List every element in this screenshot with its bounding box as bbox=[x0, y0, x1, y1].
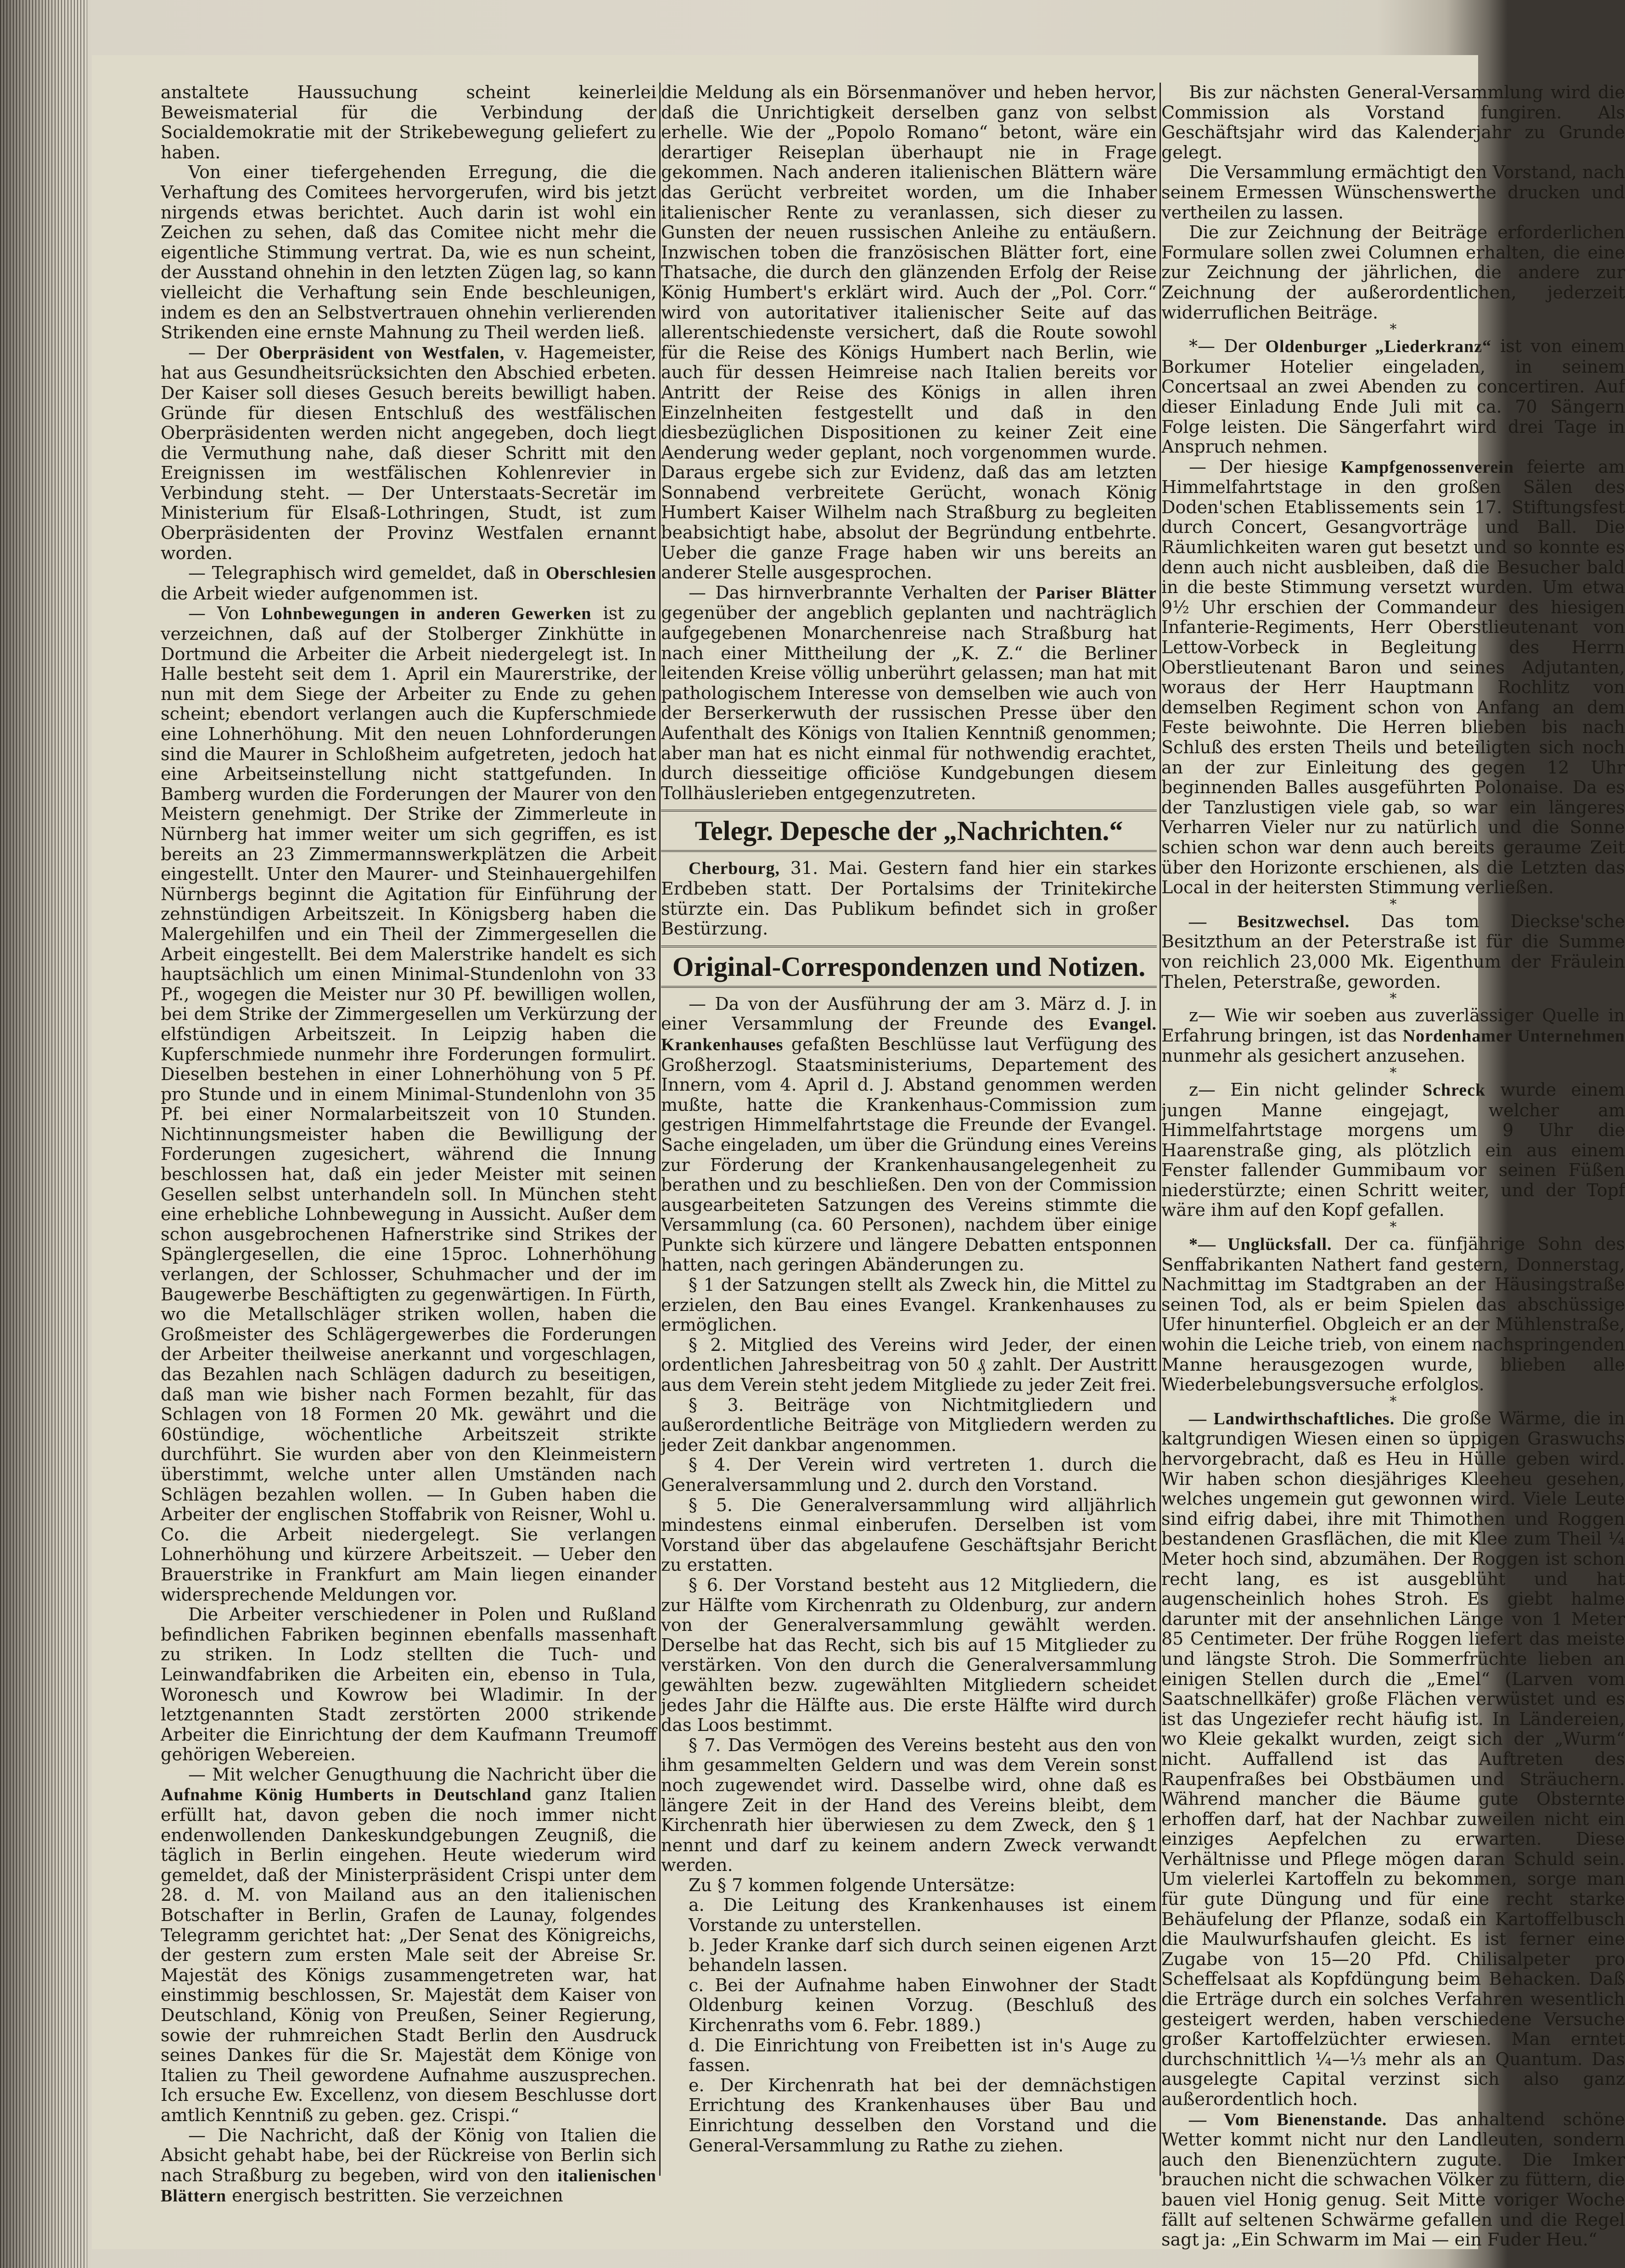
text-run: Die große Wärme, die in kaltgrundigen Wiesen einen so üppigen Graswuchs hervorgebracht, daß es Heu in Hülle geben wird. Wir haben schon diesjähriges Kleeheu gesehen, welches ungemein gut gewonnen wird. Viele Leute sind eifrig dabei, ihre mit Thimothen und Roggen bestandenen Grasflächen, die mit Klee zum Theil ¼ Meter hoch sind, abzumähen. Der Roggen ist schon recht lang, es ist ausgeblüht und hat augenscheinlich hohes Stroh. Es giebt halme darunter mit der ansehnlichen Länge von 1 Meter 85 Centimeter. Der frühe Roggen liefert das meiste und längste Stroh. Die Sommerfrüchte lieben an einigen Stellen durch die „Emel“ (Larven vom Saatschnellkäfer) große Flächen verwüstet und es ist das Ungeziefer recht häufig ist. In Ländereien, wo Kleie gekalkt wurden, zeigt sich der „Wurm“ nicht. Auffallend ist das Auftreten des Raupenfraßes bei Obstbäumen und Sträuchern. Während mancher die Bäume gute Obsternte erhoffen darf, hat der Nachbar zuweilen nicht ein einziges Aepfelchen zu erwarten. Diese Verhältnisse und Pflege mögen daran Schuld sein. Um vielerlei Kartoffeln zu bekommen, sorge man für gute Düngung und für eine recht starke Behäufelung der Pflanze, sodaß ein Kartoffelbusch die Maulwurfshaufen gleicht. Es ist ferner eine Zugabe von 15—20 Pfd. Chilisalpeter pro Scheffelsaat als Kopfdüngung beim Behacken. Daß die Erträge durch ein solches Verfahren wesentlich gesteigert werden, haben verschiedene Versuche großer Kartoffelzüchter erwiesen. Man erntet durchschnittlich ¼—⅓ mehr als an Quantum. Das ausgelegte Capital verzinst sich also ganz außerordentlich hoch. bbox=[1161, 1408, 1625, 2109]
paragraph: Die Arbeiter verschiedener in Polen und Rußland befindlichen Fabriken beginnen ebenfalls massenhaft zu striken. In Lodz stellten die Tuch- und Leinwandfabriken die Arbeiten ein, ebenso in Tula, Woronesch und Kowrow bei Wladimir. In der letztgenannten Stadt zerstörten 2000 strikende Arbeiter die Einrichtung der dem Kaufmann Treumoff gehörigen Webereien. bbox=[161, 1604, 656, 1765]
headline-inline: — Vom Bienenstande. bbox=[1189, 2110, 1387, 2129]
text-run: — Der bbox=[188, 342, 249, 363]
text-run: feierte am Himmelfahrtstage in den großen Sälen des Doden'schen Etablissements sein 17. Stiftungsfest durch Concert, Gesangvorträge und Ball. Die Räumlichkeiten waren gut besetzt und so konnte es denn auch nicht ausbleiben, daß die Besucher bald in die beste Stimmung versetzt wurden. Um etwa 9½ Uhr erschien der Commandeur des hiesigen Infanterie-Regiments, Herr Oberstlieutenant von Lettow-Vorbeck in Begleitung des Herrn Oberstlieutenant Baron und seines Adjutanten, woraus der Herr Hauptmann Rochlitz von demselben Regiment schon von Anfang an dem Feste beiwohnte. Die Herren blieben bis nach Schluß des ersten Theils und beteiligten sich noch an der zur Einleitung des gegen 12 Uhr beginnenden Balles ausgeführten Polonaise. Da es der Tanzlustigen viele gab, so war ein längeres Verharren Vieler nur zu natürlich und die Sonne schien schon war denn auch bereits geraume Zeit über den Horizonte erschienen, als die Letzten das Local in der heitersten Stimmung verließen. bbox=[1161, 456, 1625, 898]
newspaper-page bbox=[92, 55, 1625, 2250]
statute-paragraph: § 6. Der Vorstand besteht aus 12 Mitgliedern, die zur Hälfte vom Kirchenrath zu Oldenburg, zur andern von der Generalversammlung gewählt werden. Derselbe hat das Recht, sich bis auf 15 Mitglieder zu verstärken. Von den durch die Generalversammlung gewählten bezw. zugewählten Mitgliedern scheidet jedes Jahr die Hälfte aus. Die erste Hälfte wird durch das Loos bestimmt. bbox=[661, 1574, 1157, 1736]
headline-inline: italienischen Blättern bbox=[161, 2166, 656, 2206]
text-run: energisch bestritten. Sie verzeichnen bbox=[232, 2185, 563, 2206]
paragraph bbox=[1161, 2110, 1625, 2250]
list-item: a. Die Leitung des Krankenhauses ist einem Vorstande zu unterstellen. bbox=[689, 1895, 1157, 1936]
headline-inline: *— Unglücksfall. bbox=[1189, 1235, 1332, 1254]
column-left bbox=[161, 82, 656, 2206]
list-item: b. Jeder Kranke darf sich durch seinen eigenen Arzt behandeln lassen. bbox=[689, 1935, 1157, 1976]
text-run: nunmehr als gesichert anzusehen. bbox=[1161, 1046, 1466, 1066]
paragraph: Von einer tiefergehenden Erregung, die die Verhaftung des Comitees hervorgerufen, wird bis jetzt nirgends etwas berichtet. Auch darin ist wohl ein Zeichen zu sehen, daß das Comitee nicht mehr die eigentliche Stimmung vertrat. Da, wie es nun scheint, der Ausstand ohnehin in den letzten Zügen lag, so kann vielleicht die Verhaftung sein Ende beschleunigen, indem es den an Selbstvertrauen ohnehin verlierenden Strikenden eine ernste Mahnung zu Theil werden ließ. bbox=[161, 162, 656, 343]
paragraph bbox=[661, 858, 1157, 939]
text-run: v. Hagemeister, hat aus Gesundheitsrücksichten den Abschied erbeten. Der Kaiser soll dieses Gesuch bereits bewilligt haben. Gründe für diesen Entschluß des westfälischen Oberpräsidenten werden nicht angegeben, doch liegt die Vermuthung nahe, daß dieser Schritt mit den Ereignissen im westfälischen Kohlenrevier in Verbindung steht. — Der Unterstaats-Secretär im Ministerium für Elsaß-Lothringen, Studt, ist zum Oberpräsidenten der Provinz Westfalen ernannt worden. bbox=[161, 342, 656, 563]
paragraph bbox=[161, 1765, 656, 2126]
paragraph bbox=[1161, 1234, 1625, 1395]
column-right bbox=[1161, 82, 1625, 2250]
paragraph bbox=[661, 583, 1157, 804]
headline-inline: Kampfgenossenverein bbox=[1340, 457, 1514, 477]
headline-inline: Oberschlesien bbox=[546, 564, 656, 583]
headline-inline: — Landwirthschaftliches. bbox=[1189, 1409, 1395, 1428]
text-run: — Das hirnverbrannte Verhalten der bbox=[689, 582, 1026, 603]
headline-inline: Lohnbewegungen in anderen Gewerken bbox=[261, 604, 592, 624]
section-heading-correspondence: Original-Correspondenzen und Notizen. bbox=[661, 946, 1157, 988]
text-run: die Arbeit wieder aufgenommen ist. bbox=[161, 583, 479, 604]
section-heading-telegram: Telegr. Depesche der „Nachrichten.“ bbox=[661, 810, 1157, 852]
headline-inline: Pariser Blätter bbox=[1035, 583, 1157, 603]
text-run: gefaßten Beschlüsse laut Verfügung des Großherzogl. Staatsministeriums, Departement des Innern, vom 4. April d. J. Abstand genommen werden mußte, hatte die Krankenhaus-Commission zum gestrigen Himmelfahrtstage die Freunde der Evangel. Sache eingeladen, um über die Gründung eines Vereins zur Förderung der Krankenhausangelegenheit zu berathen und zu beschließen. Den von der Commission ausgearbeiteten Satzungen des Vereins stimmte die Versammlung (ca. 60 Personen), nachdem über einige Punkte sich kürzere und längere Debatten entsponnen hatten, nach geringen Abänderungen zu. bbox=[661, 1034, 1157, 1275]
column-middle bbox=[661, 83, 1157, 2176]
section-star: * bbox=[1390, 1064, 1397, 1081]
text-run: ganz Italien erfüllt hat, davon geben die noch immer nicht endenwollenden Dankeskundgebungen Zeugniß, die täglich in Berlin eingehen. Heute wiederum wird gemeldet, daß der Ministerpräsident Crispi unter dem 28. d. M. von Mailand aus an den italienischen Botschafter in Berlin, Grafen de Launay, folgendes Telegramm gerichtet hat: „Der Senat des Königreichs, der gestern zum ersten Male seit der Abreise Sr. Majestät des Königs zusammengetreten war, hat einstimmig beschlossen, Sr. Majestät dem Kaiser von Deutschland, König von Preußen, Seiner Regierung, sowie der ruhmreichen Stadt Berlin den Ausdruck seines Dankes für die Sr. Majestät dem Könige von Italien zu Theil gewordene Aufnahme auszusprechen. Ich ersuche Ew. Excellenz, von diesem Beschlusse dort amtlich Kenntniß zu geben. gez. Crispi.“ bbox=[161, 1784, 656, 2125]
headline-inline: Nordenhamer Unternehmen bbox=[1402, 1026, 1625, 1046]
paragraph bbox=[661, 994, 1157, 1275]
section-star: * bbox=[1390, 1393, 1397, 1410]
paragraph bbox=[1161, 1409, 1625, 2110]
text-run: — Die Nachricht, daß der König von Italien die Absicht gehabt habe, bei der Rückreise von Berlin sich nach Straßburg zu begeben, wird von den bbox=[161, 2125, 656, 2185]
dateline: Cherbourg, bbox=[689, 859, 780, 879]
text-run: z— Wie wir soeben aus zuverlässiger Quelle in Erfahrung bringen, ist das bbox=[1161, 1005, 1625, 1046]
statute-paragraph: § 5. Die Generalversammlung wird alljährlich mindestens einmal einberufen. Derselben ist vom Vorstand über das abgelaufene Geschäftsjahr Bericht zu erstatten. bbox=[661, 1495, 1157, 1575]
text-run: — Von bbox=[188, 603, 250, 624]
headline-inline: — Besitzwechsel. bbox=[1189, 912, 1350, 931]
list-item: e. Der Kirchenrath hat bei der demnächstigen Errichtung des Krankenhauses über Bau und Einrichtung desselben den Vorstand und die General-Versammlung zu Rathe zu ziehen. bbox=[689, 2075, 1157, 2156]
paragraph bbox=[1161, 1080, 1625, 1221]
statute-paragraph: § 4. Der Verein wird vertreten 1. durch die Generalversammlung und 2. durch den Vorstand. bbox=[661, 1455, 1157, 1495]
paragraph bbox=[161, 563, 656, 604]
paragraph bbox=[1161, 1006, 1625, 1066]
paragraph: Die zur Zeichnung der Beiträge erforderlichen Formulare sollen zwei Columnen erhalten, die eine zur Zeichnung der jährlichen, die andere zur Zeichnung der außerordentlichen, jederzeit widerruflichen Beiträge. bbox=[1161, 222, 1625, 323]
section-star: * bbox=[1390, 991, 1397, 1007]
page-edge-stack bbox=[0, 0, 87, 2268]
paragraph: Bis zur nächsten General-Versammlung wird die Commission als Vorstand fungiren. Als Geschäftsjahr wird das Kalenderjahr zu Grunde gelegt. bbox=[1161, 82, 1625, 162]
paragraph bbox=[1161, 457, 1625, 898]
text-run: — Telegraphisch wird gemeldet, daß in bbox=[188, 563, 540, 583]
paragraph: Die Versammlung ermächtigt den Vorstand, nach seinem Ermessen Wünschenswerthe drucken und vertheilen zu lassen. bbox=[1161, 162, 1625, 223]
text-run: ist zu verzeichnen, daß auf der Stolberger Zinkhütte in Dortmund die Arbeiter die Arbeit niedergelegt ist. In Halle besteht seit dem 1. April ein Maurerstrike, der nun mit dem Siege der Arbeiter zu Ende zu gehen scheint; ebendort verlangen auch die Kupferschmiede eine Lohnerhöhung. Mit den neuen Lohnforderungen sind die Maurer in Schloßheim aufgetreten, jedoch hat eine Arbeitseinstellung nicht stattgefunden. In Bamberg wurden die Forderungen der Maurer von den Meistern genehmigt. Der Strike der Zimmerleute in Nürnberg hat immer weiter um sich gegriffen, es ist bereits an 23 Zimmermannswerkplätzen die Arbeit eingestellt. Unter den Maurer- und Steinhauergehilfen Nürnbergs beginnt die Agitation für Einführung der zehnstündigen Arbeitszeit. In Königsberg haben die Malergehilfen und ein Theil der Zimmergesellen die Arbeit eingestellt. Bei dem Malerstrike handelt es sich hauptsächlich um einen Minimal-Stundenlohn von 33 Pf., wogegen die Meister nur 30 Pf. bewilligen wollen, bei dem Strike der Zimmergesellen um Verkürzung der elfstündigen Arbeitszeit. In Leipzig haben die Kupferschmiede nunmehr ihre Forderungen formulirt. Dieselben bestehen in einer Lohnerhöhung von 5 Pf. pro Stunde und in einem Minimal-Stundenlohn von 35 Pf. bei einer Normalarbeitszeit von 10 Stunden. Nichtinnungsmeister haben die Bewilligung der Forderungen zugesichert, während die Innung beschlossen hat, daß ein jeder Meister mit seinen Gesellen selbst unterhandeln soll. In München steht eine erhebliche Lohnbewegung in Aussicht. Außer dem schon ausgebrochenen Hafnerstrike sind Strikes der Spänglergesellen, die eine 15proc. Lohnerhöhung verlangen, der Schlosser, Schuhmacher und der im Baugewerbe Beschäftigten zu gegenwärtigen. In Fürth, wo die Metallschläger striken wollen, haben die Großmeister des Schlägergewerbes die Forderungen der Arbeiter theilweise anerkannt und vorgeschlagen, das Bezahlen nach Schlägen dadurch zu beseitigen, daß man wie bisher nach Formen bezahlt, für das Schlagen von 18 Formen 20 Mk. gewährt und die 60stündige, wöchentliche Arbeitszeit strikte durchführt. Sie wurden aber von den Kleinmeistern überstimmt, welche unter allen Umständen nach Schlägen bezahlen wollen. — In Guben haben die Arbeiter der englischen Stoffabrik von Reisner, Wohl u. Co. die Arbeit niedergelegt. Sie verlangen Lohnerhöhung und kürzere Arbeitszeit. — Ueber den Brauerstrike in Frankfurt am Main liegen einander widersprechende Meldungen vor. bbox=[161, 603, 656, 1605]
text-run: z— Ein nicht gelinder bbox=[1189, 1079, 1408, 1100]
text-run: — Der hiesige bbox=[1189, 456, 1328, 477]
headline-inline: Oberpräsident von Westfalen, bbox=[259, 343, 505, 363]
headline-inline: Aufnahme König Humberts in Deutschland bbox=[161, 1785, 532, 1805]
statute-paragraph: § 3. Beiträge von Nichtmitgliedern und außerordentliche Beiträge von Mitgliedern werden zu jeder Zeit dankbar angenommen. bbox=[661, 1394, 1157, 1455]
section-star: * bbox=[1390, 321, 1397, 338]
text-run: *— Der bbox=[1189, 336, 1257, 357]
paragraph: die Meldung als ein Börsenmanöver und heben hervor, daß die Unrichtigkeit derselben ganz von selbst erhelle. Wie der „Popolo Romano“ betont, wäre ein derartiger Reiseplan überhaupt nie in Frage gekommen. Nach anderen italienischen Blättern wäre das Gerücht verbreitet worden, um die Inhaber italienischer Rente zu veranlassen, sich dieser zu Gunsten der neuen russischen Anleihe zu entäußern. Inzwischen toben die französischen Blätter fort, eine Thatsache, die durch den glänzenden Erfolg der Reise König Humbert's erklärt wird. Auch der „Pol. Corr.“ wird von autoritativer italienischer Seite auf das allerentschiedenste versichert, daß die Route sowohl für die Reise des Königs Humbert nach Berlin, wie auch für dessen Heimreise nach Italien bereits vor Antritt der Reise des Königs in allen ihren Einzelnheiten festgestellt und daß in den diesbezüglichen Dispositionen zu keiner Zeit eine Aenderung weder geplant, noch vorgenommen wurde. Daraus ergebe sich zur Evidenz, daß das am letzten Sonnabend verbreitete Gerücht, wonach König Humbert Kaiser Wilhelm nach Straßburg zu begleiten beabsichtigt habe, absolut der Begründung entbehrte. Ueber die ganze Frage haben wir uns bereits an anderer Stelle ausgesprochen. bbox=[661, 82, 1157, 583]
text-run: 31. Mai. Gestern fand hier ein starkes Erdbeben statt. Der Portalsims der Trinitekirche stürzte ein. Das Publikum befindet sich in großer Bestürzung. bbox=[661, 858, 1157, 939]
statute-paragraph: § 7. Das Vermögen des Vereins besteht aus den von ihm gesammelten Geldern und was dem Verein sonst noch zugewendet wird. Dasselbe wird, ohne daß es längere Zeit in der Hand des Vereins bleibt, dem Kirchenrath hier überwiesen zu dem Zweck, den § 1 nennt und darf zu keinem andern Zweck verwandt werden. bbox=[661, 1735, 1157, 1876]
text-run: Der ca. fünfjährige Sohn des Senffabrikanten Nathert fand gestern, Donnerstag, Nachmittag im Stadtgraben an der Häusingstraße seinen Tod, als er beim Spielen das abschüssige Ufer hinunterfiel. Obgleich er an der Mühlenstraße, wohin die Leiche trieb, von einem nachspringenden Manne herausgezogen wurde, blieben alle Wiederbelebungsversuche erfolglos. bbox=[1161, 1234, 1625, 1395]
sub-clause-list bbox=[661, 1895, 1157, 2156]
headline-inline: Evangel. Krankenhauses bbox=[661, 1014, 1157, 1054]
section-star: * bbox=[1390, 1219, 1397, 1236]
paragraph bbox=[161, 604, 656, 1605]
paragraph bbox=[161, 343, 656, 564]
text-run: wurde einem jungen Manne eingejagt, welcher am Himmelfahrtstage morgens um 9 Uhr die Haarenstraße ging, als plötzlich ein aus einem Fenster fallender Gummibaum vor seinen Füßen niederstürzte; einen Schritt weiter, und der Topf wäre ihm auf den Kopf gefallen. bbox=[1161, 1079, 1625, 1221]
statute-paragraph: § 2. Mitglied des Vereins wird Jeder, der einen ordentlichen Jahresbeitrag von 50 ₰ zahlt. Der Austritt aus dem Verein steht jedem Mitgliede zu jeder Zeit frei. bbox=[661, 1334, 1157, 1395]
statute-paragraph: Zu § 7 kommen folgende Untersätze: bbox=[689, 1875, 1015, 1895]
paragraph bbox=[1161, 912, 1625, 992]
text-run: Das tom Dieckse'sche Besitzthum an der Peterstraße ist für die Summe von reichlich 23,000 Mk. Eigenthum der Fräulein Thelen, Peterstraße, geworden. bbox=[1161, 911, 1625, 992]
text-run: Das anhaltend schöne Wetter kommt nicht nur den Landleuten, sondern auch den Bienenzüchtern zugute. Die Imker brauchen nicht die schwachen Völker zu füttern, die bauen viel Honig genug. Seit Mitte voriger Woche fällt auf seltenen Schwärme gefallen und die Regel sagt ja: „Ein Schwarm im Mai — ein Fuder Heu.“ bbox=[1161, 2109, 1625, 2250]
column-rule bbox=[659, 83, 661, 2176]
paragraph bbox=[161, 2126, 656, 2206]
text-run: ist von einem Borkumer Hotelier eingeladen, in seinem Concertsaal an zwei Abenden zu concertiren. Auf dieser Einladung Ende Juli mit ca. 70 Sängern Folge leisten. Die Sängerfahrt wird drei Tage in Anspruch nehmen. bbox=[1161, 336, 1625, 457]
list-item: d. Die Einrichtung von Freibetten ist in's Auge zu fassen. bbox=[689, 2035, 1157, 2076]
paragraph: anstaltete Haussuchung scheint keinerlei Beweismaterial für die Verbindung der Socialdemokratie mit der Strikebewegung geliefert zu haben. bbox=[161, 82, 656, 162]
list-item: c. Bei der Aufnahme haben Einwohner der Stadt Oldenburg keinen Vorzug. (Beschluß des Kirchenraths vom 6. Febr. 1889.) bbox=[689, 1975, 1157, 2036]
statute-paragraph: § 1 der Satzungen stellt als Zweck hin, die Mittel zu erzielen, den Bau eines Evangel. Krankenhauses zu ermöglichen. bbox=[661, 1275, 1157, 1335]
paragraph bbox=[1161, 336, 1625, 457]
section-star: * bbox=[1390, 896, 1397, 913]
column-rule bbox=[1160, 83, 1161, 2176]
headline-inline: Oldenburger „Liederkranz“ bbox=[1265, 337, 1492, 357]
text-run: — Da von der Ausführung der am 3. März d. J. in einer Versammlung der Freunde des bbox=[661, 993, 1157, 1034]
text-run: gegenüber der angeblich geplanten und nachträglich aufgegebenen Monarchenreise nach Straßburg hat nach einer Mittheilung der „K. Z.“ die Berliner leitenden Kreise völlig unberührt gelassen; man hat mit pathologischem Interesse von demselben wie auch von der Berserkerwuth der russischen Presse über den Aufenthalt des Königs von Italien Kenntniß genommen; aber man hat es nicht einmal für nothwendig erachtet, durch diesseitige officiöse Kundgebungen diesem Tollhäuslerieben entgegenzutreten. bbox=[661, 603, 1157, 803]
text-run: — Mit welcher Genugthuung die Nachricht über die bbox=[188, 1764, 656, 1785]
headline-inline: Schreck bbox=[1422, 1080, 1486, 1100]
